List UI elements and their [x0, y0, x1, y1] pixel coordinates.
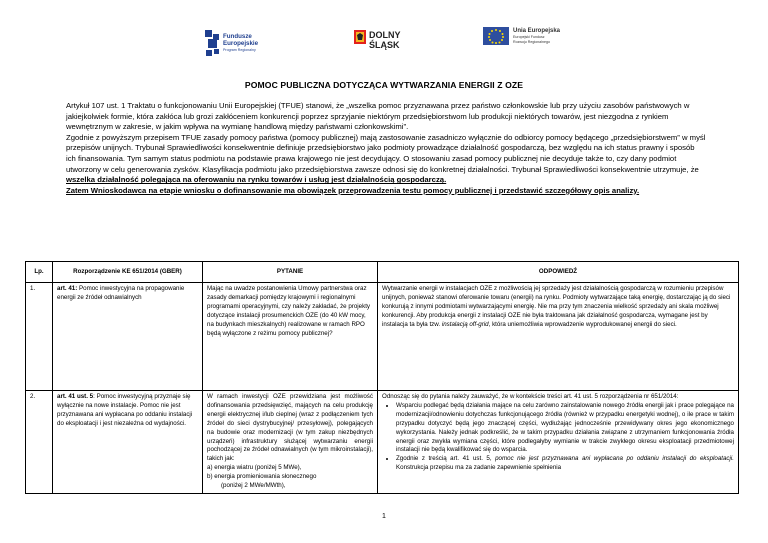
intro-text — [66, 101, 706, 196]
table-header-row — [26, 262, 739, 283]
intro-paragraph-2-underlined: wszelka działalność polegająca na oferowaniu na rynku towarów i usług jest działalnością gospodarczą. — [66, 175, 447, 185]
ds-line1: DOLNY — [369, 30, 401, 40]
row-answer-list — [382, 402, 734, 473]
row-answer-text: Wytwarzanie energii w instalacjach OZE z możliwością jej sprzedaży jest działalnością gospodarczą w rozumieniu przepisów unijnych, ponieważ stanowi oferowanie towaru (energii) na rynku. Podmioty wytwarzające taką energię, dostarczając ją do sieci konkurują z innymi podmiotami wytwarzającymi energię. Nie ma przy tym znaczenia wielkość sprzedaży ani skala możliwej konkurencji. Aby produkcja energii z instalacji OZE nie była traktowana jak działalność gospodarcza, wymagane jest by instalacja ta była tzw. — [382, 285, 731, 328]
header-lp: Lp. — [26, 262, 53, 283]
ue-line2: Europejski Fundusz — [513, 35, 545, 39]
row-article-bold: art. 41: — [57, 285, 78, 292]
row-answer-italic: instalacją off-grid — [441, 320, 489, 328]
row-lp: 1. — [26, 283, 53, 391]
row-article-text: : Pomoc inwestycyjną przyznaje się wyłącznie na nowe instalacje. Pomoc nie jest przyznawana ani wypłacana po oddaniu instalacji do eksploatacji i jest niezależna od wydajności. — [57, 393, 193, 427]
row-question-item-a: a) energia wiatru (poniżej 5 MWe), — [207, 464, 302, 472]
intro-paragraph-1: Artykuł 107 ust. 1 Traktatu o funkcjonowaniu Unii Europejskiej (TFUE) stanowi, że „wszelka pomoc przyznawana przez państwo członkowskie lub przy użyciu zasobów państwowych w jakiejkolwiek formie, która zakłóca lub grozi zakłóceniem konkurencji poprzez sprzyjanie niektórym przedsiębiorstwom lub produkcji niektórych towarów, jest niezgodna z rynkiem wewnętrznym w zakresie, w jakim wpływa na wymianę handlową między państwami członkowskimi”. — [66, 101, 690, 132]
row-answer-text-end: , która uniemożliwia wprowadzenie wyprodukowanej energii do sieci. — [488, 320, 677, 328]
document-title: POMOC PUBLICZNA DOTYCZĄCA WYTWARZANIA ENERGII Z OZE — [244, 80, 524, 90]
row-question — [203, 391, 378, 494]
ue-line3: Rozwoju Regionalnego — [513, 40, 550, 44]
row-article — [53, 283, 203, 391]
table-row — [26, 391, 739, 494]
bullet2-text: Zgodnie z treścią art. 41 ust. 5, — [396, 455, 496, 463]
page-number: 1 — [382, 513, 386, 520]
row-article-bold: art. 41 ust. 5 — [57, 393, 94, 400]
row-article-text: Pomoc inwestycyjna na propagowanie energii ze źródeł odnawialnych — [57, 285, 185, 301]
row-question-text: W ramach inwestycji OZE przewidziana jest możliwość dofinansowania przedsięwzięć, mających na celu produkcję energii elektrycznej i/lub cieplnej (wraz z podłączeniem tych źródeł do sieci dystrybucyjnej/ przesyłowej), polegających na budowie oraz modernizacji (w tym zakup niezbędnych urządzeń) infrastruktury służącej wytwarzaniu energii pochodzącej ze źródeł odnawialnych (w tym mikroinstalacji), takich jak: — [207, 393, 373, 463]
intro-paragraph-2-text: Zgodnie z powyższym przepisem TFUE zasady pomocy państwa (pomocy publicznej) mają zastosowanie zasadniczo wyłącznie do odbiorcy pomocy będącego „przedsiębiorstwem” w myśl przepisów unijnych. Trybunał Sprawiedliwości konsekwentnie definiuje przedsiębiorstwo jako podmioty prowadzące działalność gospodarczą, bez względu na ich status prawny i sposób ich finansowania. Tym samym status podmiotu na podstawie prawa krajowego nie jest decydujący. O stosowaniu zasad pomocy publicznej nie decyduje także to, czy dany podmiot utworzony w celu generowania zysków. Klasyfikacja podmiotu jako przedsiębiorstwa zawsze odnosi się do konkretnej działalności. Trybunał Sprawiedliwości konsekwentnie utrzymuje, że — [66, 132, 706, 174]
fe-line1: Fundusze — [223, 33, 252, 40]
fe-line3: Program Regionalny — [223, 48, 256, 52]
row-article — [53, 391, 203, 494]
fundusze-europejskie-logo — [205, 26, 285, 66]
row-answer-intro: Odnosząc się do pytania należy zauważyć, że w kontekście treści art. 41 ust. 5 rozporządzenia nr 651/2014: — [382, 393, 679, 400]
row-question-item-b: b) energia promieniowania słonecznego — [207, 473, 317, 481]
ue-line1: Unia Europejska — [513, 28, 561, 34]
intro-paragraph-3: Zatem Wnioskodawca na etapie wniosku o dofinansowanie ma obowiązek przeprowadzenia testu pomocy publicznej i przedstawić szczegółowy opis analizy. — [66, 185, 640, 195]
row-lp: 2. — [26, 391, 53, 494]
row-answer — [378, 391, 739, 494]
header-gber: Rozporządzenie KE 651/2014 (GBER) — [53, 262, 203, 283]
row-question: Mając na uwadze postanowienia Umowy partnerstwa oraz zasady demarkacji pomiędzy krajowymi i regionalnymi programami operacyjnymi, czy należy zakładać, że projekty dotyczące instalacji prosumenckich OZE (do 40 kW mocy, na budynkach mieszkalnych) realizowane w ramach RPO będą wyłączone z reżimu pomocy publicznej? — [203, 283, 378, 391]
table-row — [26, 283, 739, 391]
aid-table — [25, 261, 739, 494]
unia-europejska-logo — [483, 22, 573, 68]
dolny-slask-logo — [352, 24, 422, 68]
header-answer: ODPOWIEDŹ — [378, 262, 739, 283]
row-answer — [378, 283, 739, 391]
list-item — [396, 455, 734, 473]
ds-line2: ŚLĄSK — [369, 40, 400, 50]
header-question: PYTANIE — [203, 262, 378, 283]
header-logos — [0, 0, 768, 64]
row-question-item-b-cont: (poniżej 2 MWe/MWth), — [221, 482, 286, 490]
list-item: • Wsparciu podlegać będą działania mające na celu zarówno zainstalowanie nowego źródła energii jak i prace polegające na modernizacji/odnowieniu dotychczas funkcjonującego źródła (również w przypadku energetyki wodnej), o ile prace w takim przypadku dotyczyć będą jego znaczącej części, wydłużając jednocześnie przewidywany okres jego ekonomicznego wykorzystania. Należy jednak podkreślić, że w takim przypadku działania związane z utrzymaniem funkcjonowania źródła energii oraz zwykła wymiana części, które podlegałyby wymianie w trakcie zwykłego okresu eksploatacji przedmiotowej instalacji nie będą kwalifikować się do wsparcia. — [396, 402, 734, 455]
bullet2-italic: pomoc nie jest przyznawana ani wypłacana po oddaniu instalacji do eksploatacji. — [495, 455, 734, 463]
intro-paragraph-2 — [66, 133, 706, 186]
fe-line2: Europejskie — [223, 40, 259, 47]
bullet2-text-end: Konstrukcja przepisu ma za zadanie zapewnienie spełnienia — [396, 464, 562, 472]
